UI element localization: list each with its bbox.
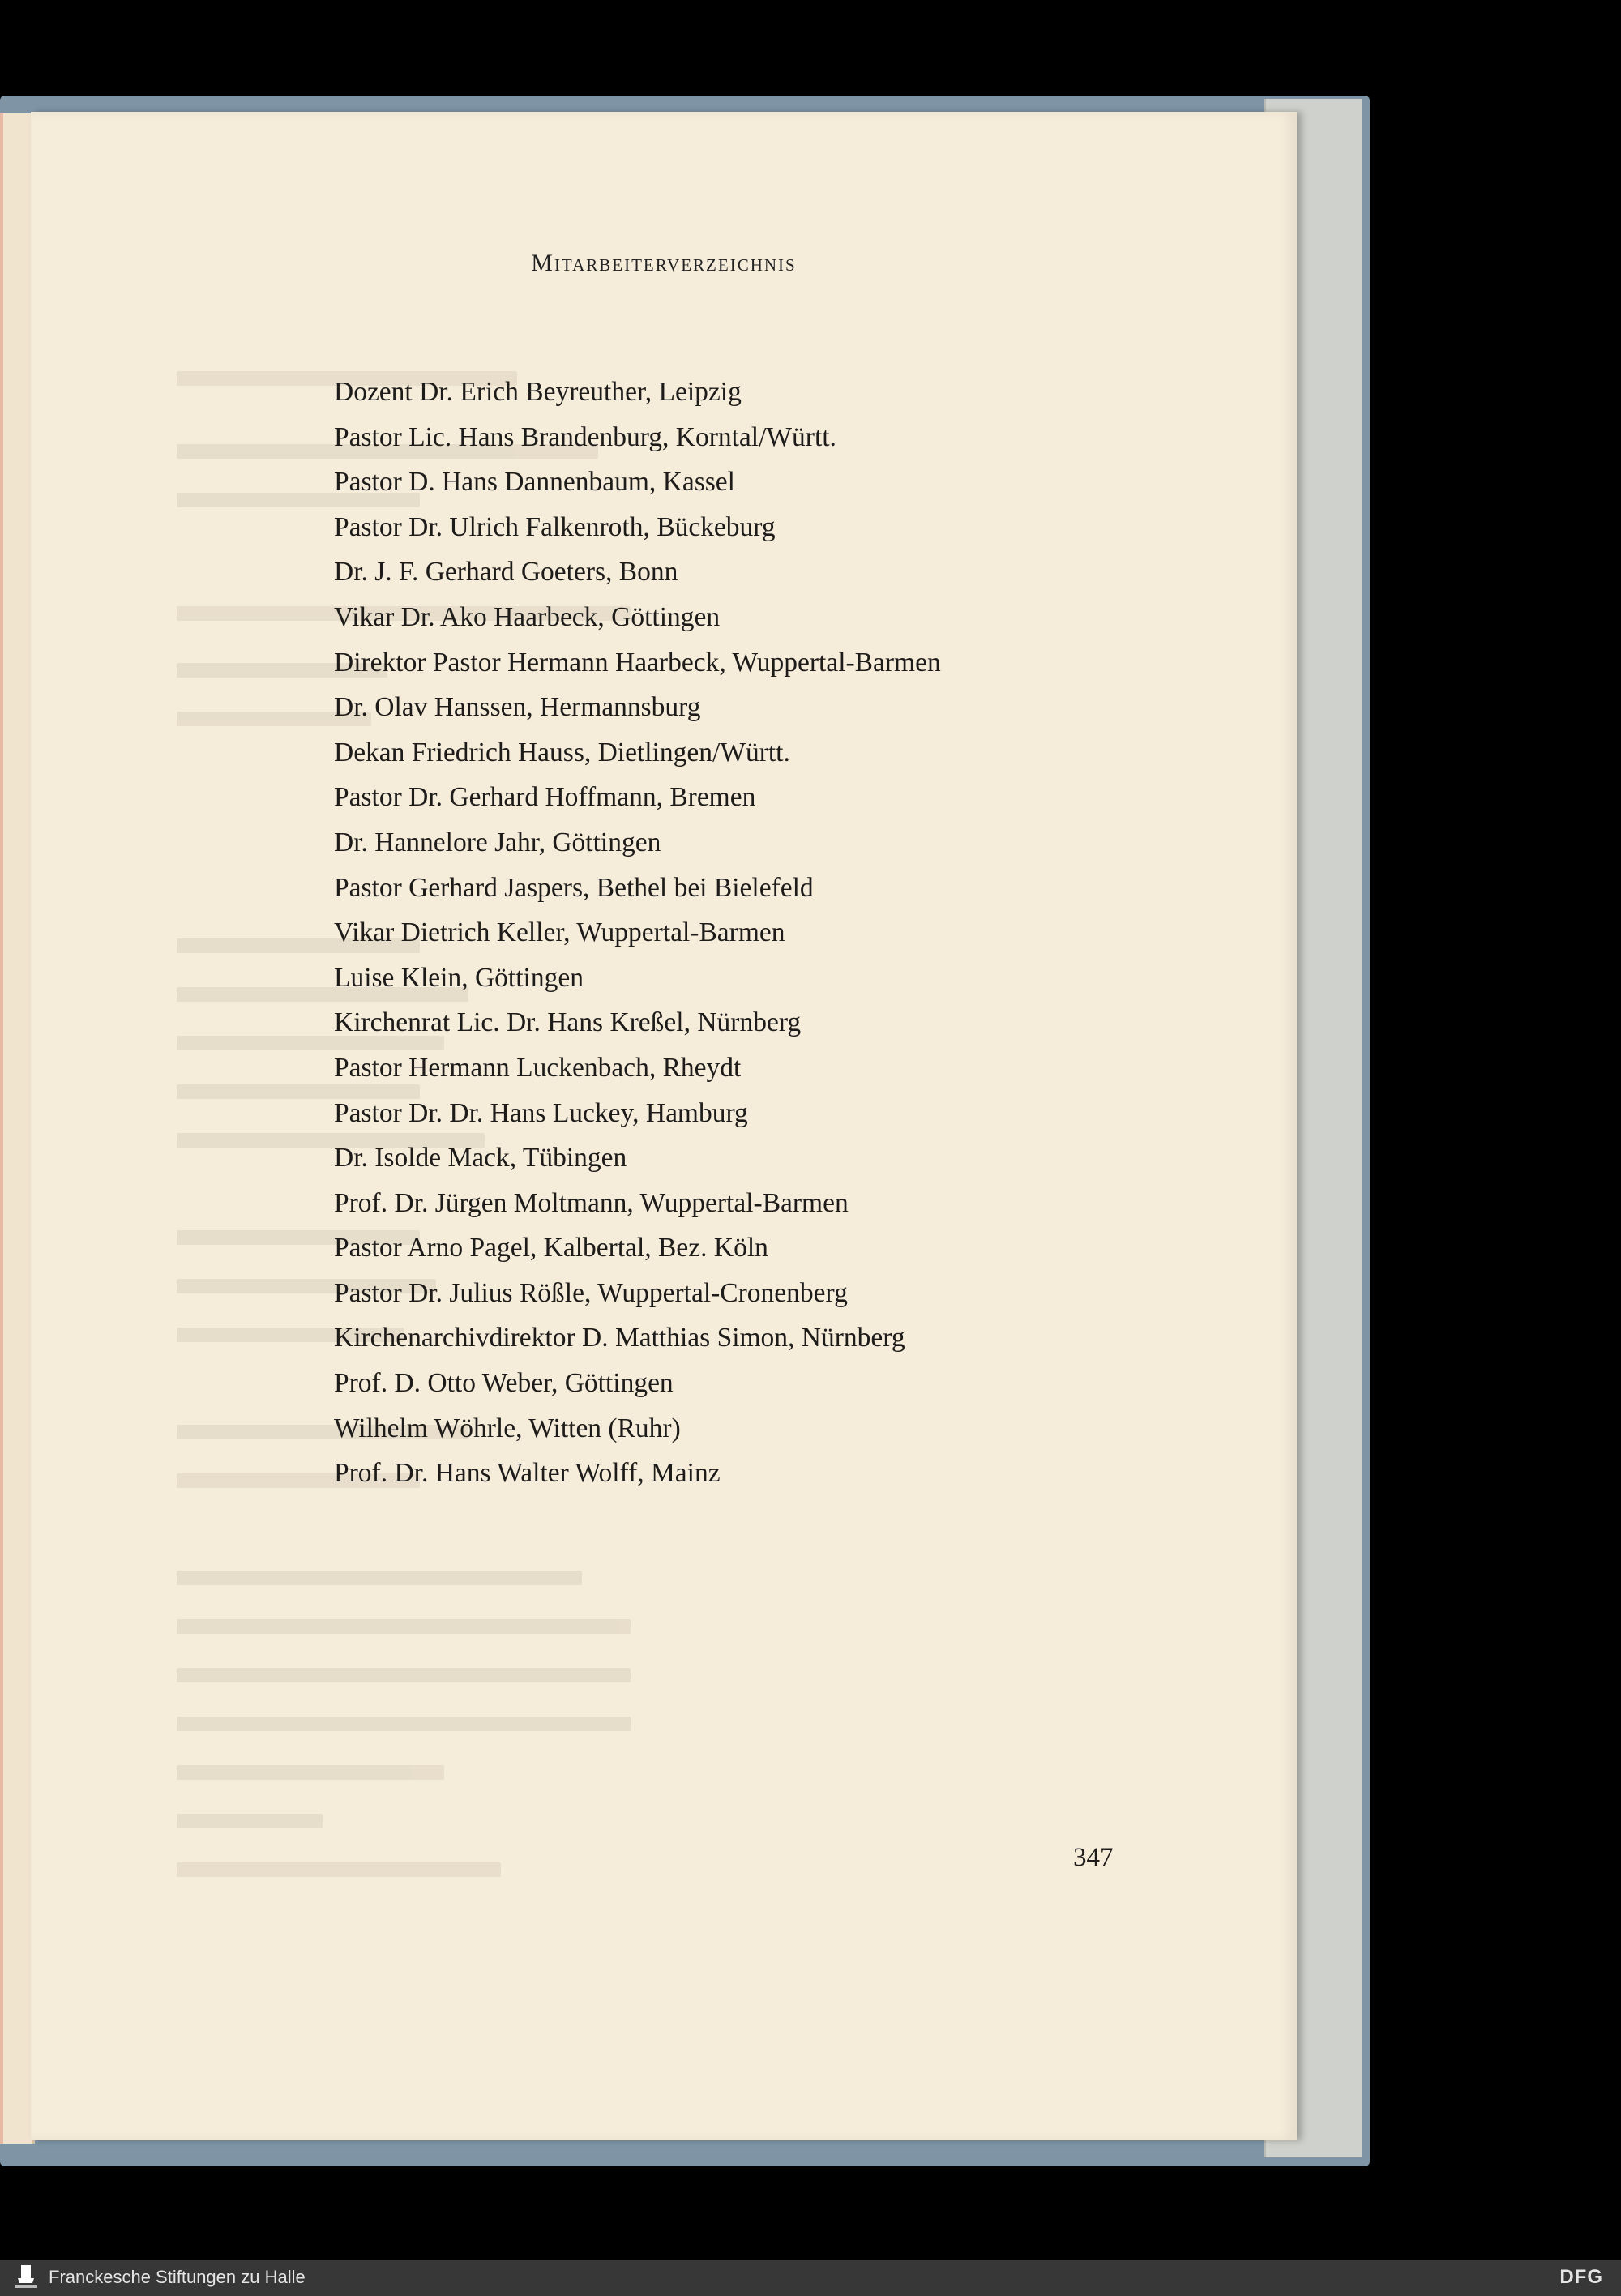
list-item: Pastor Lic. Hans Brandenburg, Korntal/Württ.	[334, 421, 836, 452]
list-item: Dr. Olav Hanssen, Hermannsburg	[334, 692, 701, 723]
book-page	[31, 112, 1297, 2140]
list-item: Prof. D. Otto Weber, Göttingen	[334, 1368, 674, 1399]
list-item: Luise Klein, Göttingen	[334, 962, 584, 993]
list-item: Vikar Dr. Ako Haarbeck, Göttingen	[334, 601, 721, 632]
list-item: Dr. J. F. Gerhard Goeters, Bonn	[334, 557, 678, 588]
list-item: Prof. Dr. Hans Walter Wolff, Mainz	[334, 1458, 721, 1489]
list-item: Pastor Dr. Julius Rößle, Wuppertal-Cronenberg	[334, 1277, 848, 1308]
page-number: 347	[1073, 1843, 1114, 1872]
list-item: Vikar Dietrich Keller, Wuppertal-Barmen	[334, 917, 785, 948]
list-item: Dr. Isolde Mack, Tübingen	[334, 1143, 627, 1174]
list-item: Dozent Dr. Erich Beyreuther, Leipzig	[334, 377, 742, 407]
list-item: Kirchenarchivdirektor D. Matthias Simon, Nürnberg	[334, 1323, 905, 1353]
list-item: Dr. Hannelore Jahr, Göttingen	[334, 827, 661, 857]
list-item: Pastor Dr. Ulrich Falkenroth, Bückeburg	[334, 511, 776, 542]
list-item: Pastor Arno Pagel, Kalbertal, Bez. Köln	[334, 1233, 768, 1263]
page-heading: Mitarbeiterverzeichnis	[531, 250, 797, 276]
foundation-logo-icon	[10, 2264, 42, 2291]
list-item: Kirchenrat Lic. Dr. Hans Kreßel, Nürnberg	[334, 1007, 802, 1038]
list-item: Wilhelm Wöhrle, Witten (Ruhr)	[334, 1413, 681, 1443]
list-item: Pastor Hermann Luckenbach, Rheydt	[334, 1052, 742, 1083]
list-item: Direktor Pastor Hermann Haarbeck, Wuppertal-Barmen	[334, 647, 941, 678]
list-item: Pastor Gerhard Jaspers, Bethel bei Bielefeld	[334, 872, 814, 903]
source-label: Franckesche Stiftungen zu Halle	[49, 2267, 306, 2287]
list-item: Pastor Dr. Gerhard Hoffmann, Bremen	[334, 782, 756, 813]
contributor-list	[334, 370, 941, 1496]
list-item: Prof. Dr. Jürgen Moltmann, Wuppertal-Barmen	[334, 1187, 849, 1218]
list-item: Pastor Dr. Dr. Hans Luckey, Hamburg	[334, 1097, 748, 1128]
list-item: Dekan Friedrich Hauss, Dietlingen/Württ.	[334, 737, 790, 767]
viewer-footer-bar	[0, 2260, 1621, 2296]
left-page-edge	[0, 113, 35, 2144]
dfg-logo: DFG	[1559, 2266, 1603, 2288]
list-item: Pastor D. Hans Dannenbaum, Kassel	[334, 467, 735, 498]
